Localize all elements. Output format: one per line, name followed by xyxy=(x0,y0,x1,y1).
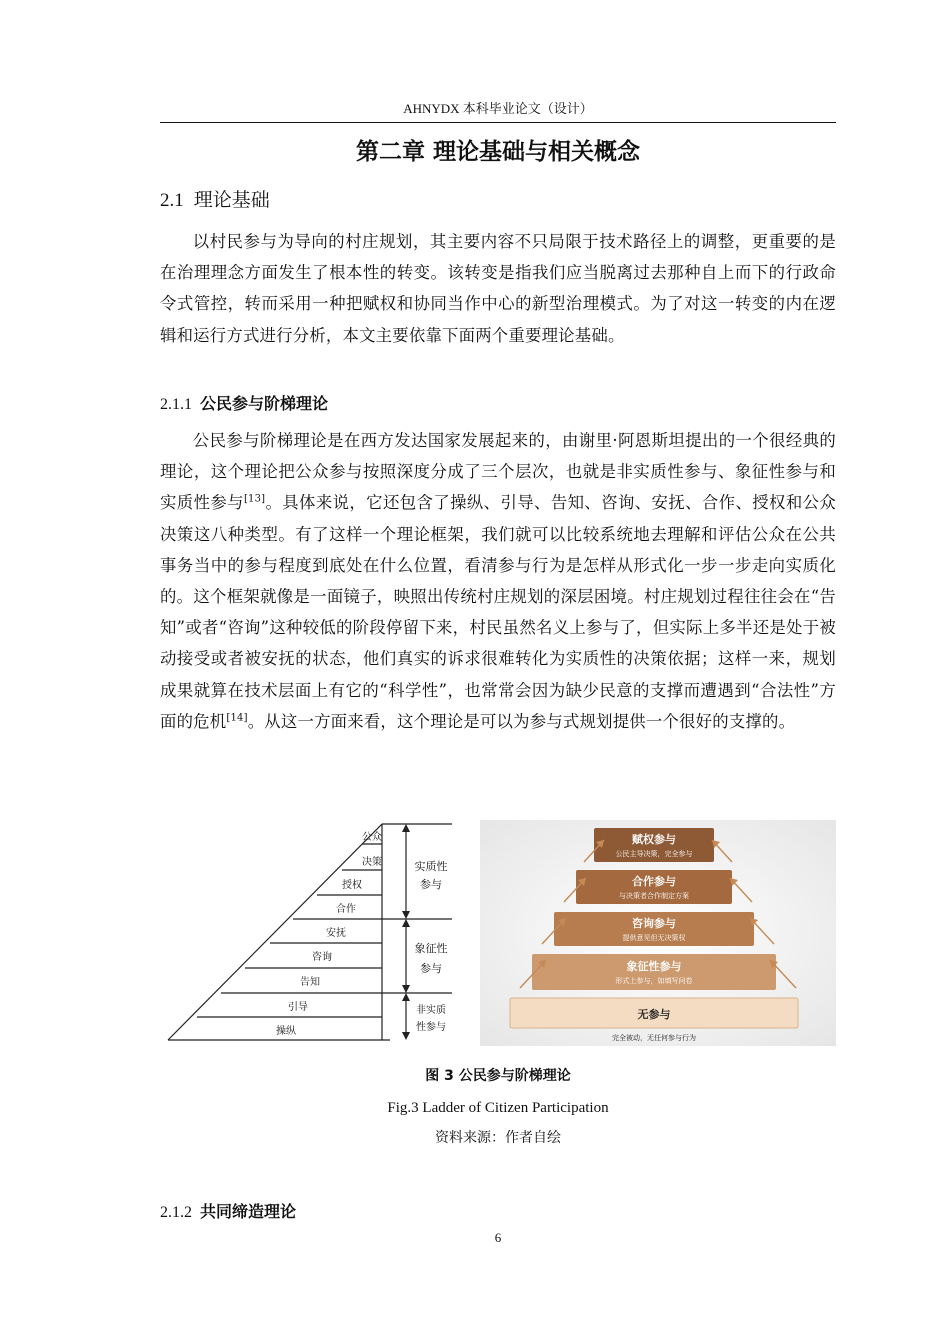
rung-label-top-2: 决策 xyxy=(362,857,382,868)
figure-caption-en: Fig.3 Ladder of Citizen Participation xyxy=(387,1100,609,1116)
citation-14[interactable]: [14] xyxy=(226,712,248,724)
section-title: 公民参与阶梯理论 xyxy=(200,394,329,413)
level-label-substantive-2: 参与 xyxy=(420,878,442,891)
chapter-title: 第二章 理论基础与相关概念 xyxy=(355,139,640,165)
step2-subtitle: 与决策者合作制定方案 xyxy=(619,892,689,900)
step5-title: 无参与 xyxy=(637,1008,671,1021)
paragraph-text: 公民参与阶梯理论是在西方发达国家发展起来的，由谢里·阿恩斯坦提出的一个很经典的理论，这个理论把公众参与按照深度分成了三个层次，也就是非实质性参与、象征性参与和实质性参与 xyxy=(160,431,836,513)
paragraph-text: 。具体来说，它还包含了操纵、引导、告知、咨询、安抚、合作、授权和公众决策这八种类型。有了这样一个理论框架，我们就可以比较系统地去理解和评估公众在公共事务当中的参与程度到底处在什么位置，看清参与行为是怎样从形式化一步一步走向实质化的。这个框架就像是一面镜子，映照出传统村庄规划的深层困境。村庄规划过程往往会在“告知”或者“咨询”这种较低的阶段停留下来，村民虽然名义上参与了，但实际上多半还是处于被动接受或者被安抚的状态，他们真实的诉求很难转化为实质性的决策依据；这样一来，规划成果就算在技术层面上有它的“科学性”，也常常会因为缺少民意的支撑而遭遇到“合法性”方面的危机 xyxy=(160,493,836,731)
section-number: 2.1 xyxy=(160,190,184,211)
figure-source: 资料来源：作者自绘 xyxy=(435,1130,561,1146)
step4-subtitle: 形式上参与，如填写问卷 xyxy=(615,977,693,985)
step1-subtitle: 公民主导决策，完全参与 xyxy=(615,850,693,858)
ladder-triangle-diagram xyxy=(160,818,460,1050)
step4-title: 象征性参与 xyxy=(626,960,682,973)
ladder-staircase-infographic xyxy=(480,820,836,1046)
section-heading-2-1-2 xyxy=(160,1201,296,1224)
level-label-nonparticipation-1: 非实质 xyxy=(416,1005,446,1016)
section-number: 2.1.1 xyxy=(160,396,192,413)
section-title: 理论基础 xyxy=(193,189,270,211)
level-label-tokenism-1: 象征性 xyxy=(414,942,448,955)
rung-label-empowerment: 授权 xyxy=(342,880,362,891)
rung-label-placation: 安抚 xyxy=(326,928,346,939)
rung-label-manipulation: 操纵 xyxy=(276,1026,296,1037)
rung-label-therapy: 引导 xyxy=(288,1002,308,1013)
running-header: AHNYDX 本科毕业论文（设计） xyxy=(403,101,593,116)
intro-paragraph: 以村民参与为导向的村庄规划，其主要内容不只局限于技术路径上的调整，更重要的是在治理理念方面发生了根本性的转变。该转变是指我们应当脱离过去那种自上而下的行政命令式管控，转而采用一种把赋权和协同当作中心的新型治理模式。为了对这一转变的内在逻辑和运行方式进行分析，本文主要依靠下面两个重要理论基础。 xyxy=(160,232,836,345)
level-label-tokenism-2: 参与 xyxy=(420,962,442,975)
section-heading-2-1-1 xyxy=(160,393,328,416)
rung-label-informing: 告知 xyxy=(300,977,320,988)
step3-title: 咨询参与 xyxy=(632,917,676,930)
level-label-substantive-1: 实质性 xyxy=(414,860,448,873)
step5-subtitle: 完全被动，无任何参与行为 xyxy=(612,1034,696,1042)
ladder-paragraph xyxy=(160,425,836,737)
figure-caption-cn: 图 3 公民参与阶梯理论 xyxy=(425,1068,571,1084)
header-rule xyxy=(160,122,836,123)
rung-label-consultation: 咨询 xyxy=(312,952,332,963)
level-label-nonparticipation-2: 性参与 xyxy=(416,1022,446,1033)
step1-title: 赋权参与 xyxy=(632,833,676,846)
section-title: 共同缔造理论 xyxy=(200,1202,297,1221)
paragraph-text: 。从这一方面来看，这个理论是可以为参与式规划提供一个很好的支撑的。 xyxy=(247,711,796,731)
step3-subtitle: 提供意见但无决策权 xyxy=(622,934,686,942)
section-number: 2.1.2 xyxy=(160,1204,192,1221)
page-number: 6 xyxy=(494,1230,502,1245)
section-heading-2-1 xyxy=(160,186,270,215)
figure-3 xyxy=(160,818,836,1050)
citation-13[interactable]: [13] xyxy=(243,493,266,505)
rung-label-partnership: 合作 xyxy=(336,904,356,915)
step2-title: 合作参与 xyxy=(632,875,676,888)
rung-label-top-1: 公众 xyxy=(362,832,382,843)
